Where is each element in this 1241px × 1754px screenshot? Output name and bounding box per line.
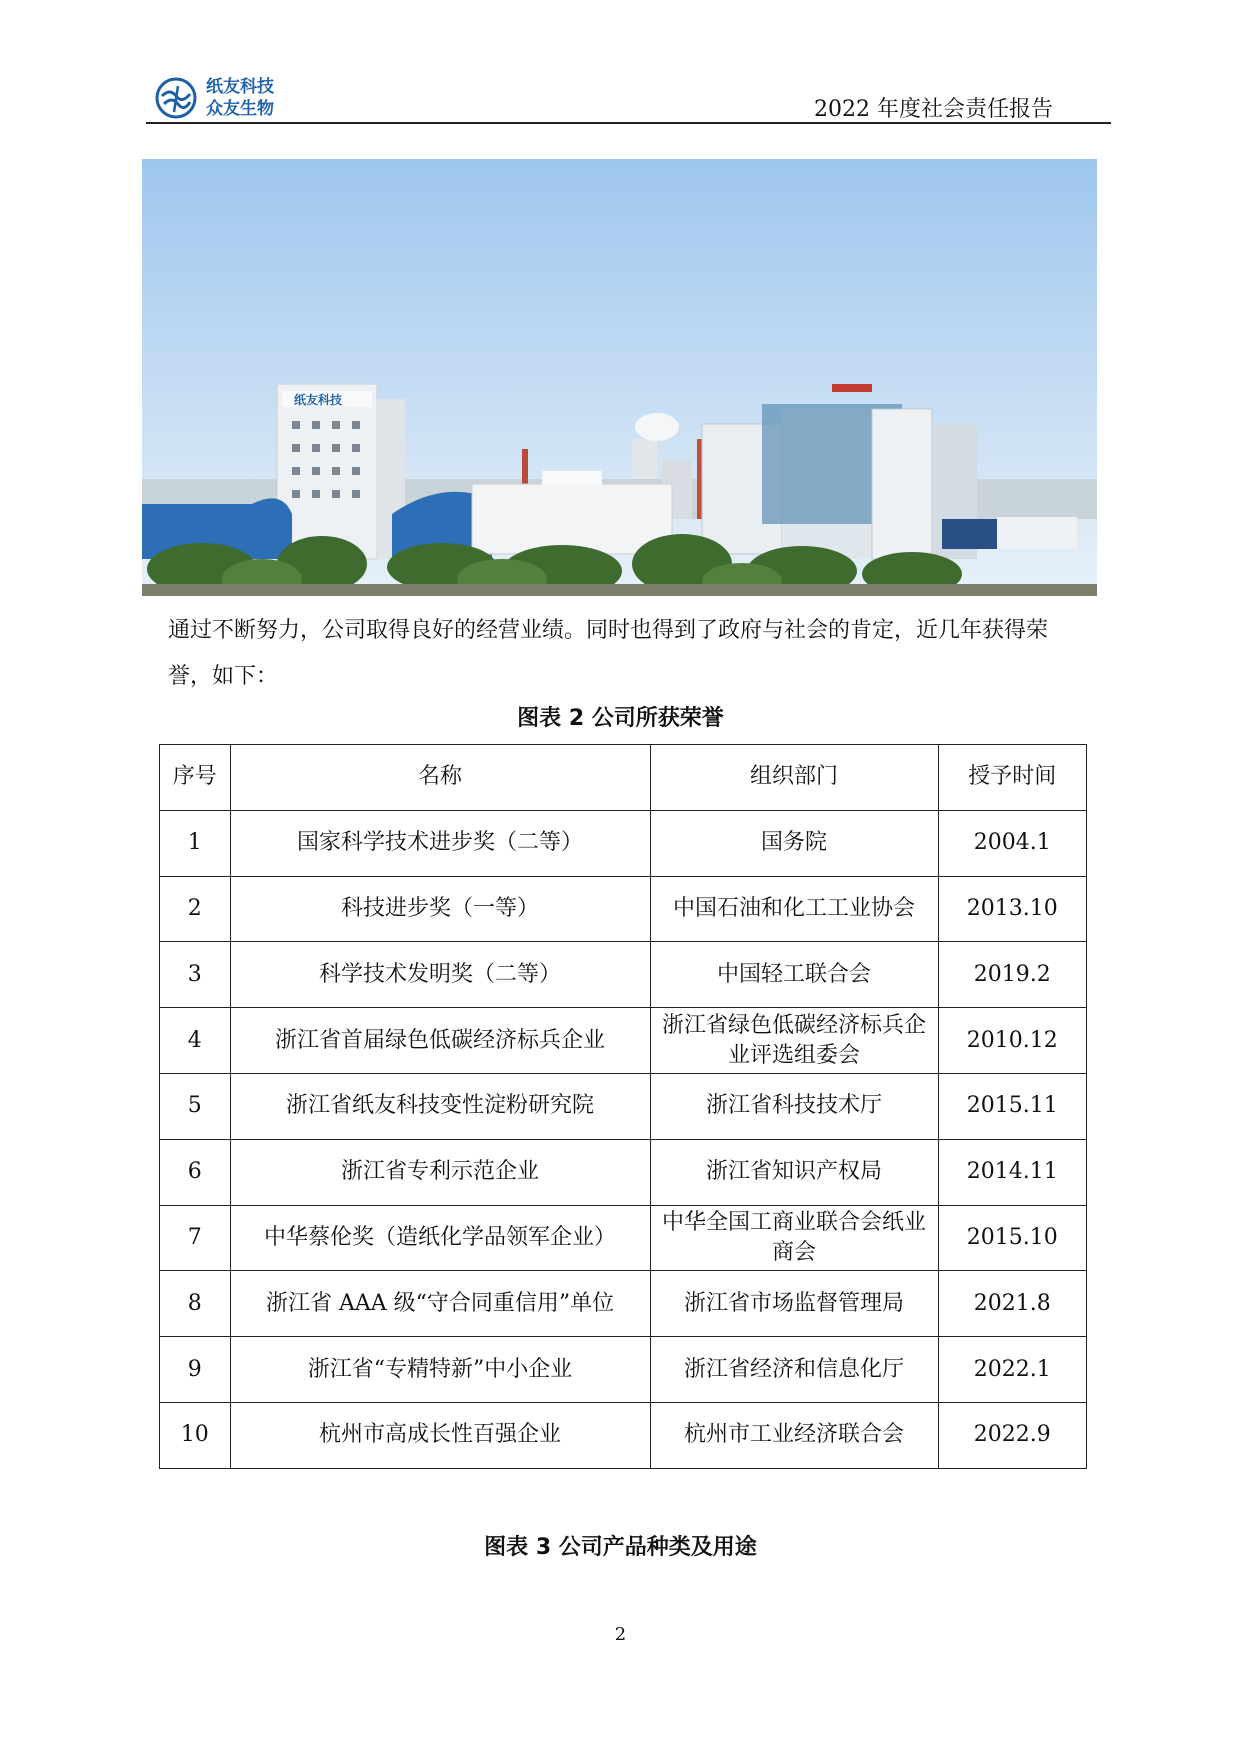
cell-no: 8	[160, 1271, 231, 1337]
cell-name: 浙江省 AAA 级“守合同重信用”单位	[230, 1271, 650, 1337]
cell-org: 浙江省市场监督管理局	[650, 1271, 938, 1337]
cell-no: 3	[160, 942, 231, 1008]
table-row	[160, 1073, 1087, 1139]
cell-no: 9	[160, 1337, 231, 1403]
table-row	[160, 876, 1087, 942]
cell-no: 6	[160, 1139, 231, 1205]
header-cell-name: 名称	[230, 745, 650, 811]
cell-org: 中华全国工商业联合会纸业商会	[650, 1205, 938, 1271]
cell-date: 2004.1	[938, 810, 1086, 876]
table-row	[160, 942, 1087, 1008]
building-sign: 纸友科技	[294, 393, 343, 407]
cell-name: 浙江省纸友科技变性淀粉研究院	[230, 1073, 650, 1139]
cell-name: 浙江省首届绿色低碳经济标兵企业	[230, 1008, 650, 1074]
cell-date: 2022.1	[938, 1337, 1086, 1403]
cell-no: 1	[160, 810, 231, 876]
company-logo	[154, 74, 294, 124]
cell-org: 中国轻工联合会	[650, 942, 938, 1008]
body-paragraph-text: 通过不断努力，公司取得良好的经营业绩。同时也得到了政府与社会的肯定，近几年获得荣誉，如下：	[168, 618, 1049, 689]
cell-name: 科学技术发明奖（二等）	[230, 942, 650, 1008]
cell-org: 中国石油和化工工业协会	[650, 876, 938, 942]
logo-emblem-icon	[154, 76, 198, 120]
cell-no: 5	[160, 1073, 231, 1139]
cell-name: 浙江省专利示范企业	[230, 1139, 650, 1205]
company-campus-photo	[142, 159, 1097, 596]
cell-date: 2015.11	[938, 1073, 1086, 1139]
cell-date: 2014.11	[938, 1139, 1086, 1205]
logo-line-1: 纸友科技	[206, 77, 274, 97]
cell-date: 2021.8	[938, 1271, 1086, 1337]
cell-date: 2010.12	[938, 1008, 1086, 1074]
cell-org: 浙江省知识产权局	[650, 1139, 938, 1205]
table-row	[160, 1271, 1087, 1337]
cell-name: 中华蔡伦奖（造纸化学品领军企业）	[230, 1205, 650, 1271]
header-divider	[146, 122, 1111, 124]
report-title: 2022 年度社会责任报告	[814, 97, 1053, 122]
table3-caption: 图表 3 公司产品种类及用途	[484, 1535, 757, 1560]
honors-table	[159, 744, 1087, 1469]
cell-org: 杭州市工业经济联合会	[650, 1402, 938, 1468]
table-row	[160, 1205, 1087, 1271]
cell-name: 科技进步奖（一等）	[230, 876, 650, 942]
cell-org: 浙江省科技技术厅	[650, 1073, 938, 1139]
cell-date: 2013.10	[938, 876, 1086, 942]
table-row	[160, 1008, 1087, 1074]
header-cell-date: 授予时间	[938, 745, 1086, 811]
logo-text	[206, 76, 306, 120]
page-header	[146, 66, 1111, 122]
cell-no: 2	[160, 876, 231, 942]
table-row	[160, 1402, 1087, 1468]
cell-date: 2015.10	[938, 1205, 1086, 1271]
table-row	[160, 1337, 1087, 1403]
cell-org: 浙江省绿色低碳经济标兵企业评选组委会	[650, 1008, 938, 1074]
header-cell-org: 组织部门	[650, 745, 938, 811]
table-row	[160, 810, 1087, 876]
cell-org: 国务院	[650, 810, 938, 876]
table2-caption: 图表 2 公司所获荣誉	[517, 706, 724, 731]
cell-date: 2022.9	[938, 1402, 1086, 1468]
table-row	[160, 1139, 1087, 1205]
cell-no: 7	[160, 1205, 231, 1271]
table-header-row	[160, 745, 1087, 811]
cell-date: 2019.2	[938, 942, 1086, 1008]
header-cell-no: 序号	[160, 745, 231, 811]
cell-org: 浙江省经济和信息化厅	[650, 1337, 938, 1403]
body-paragraph	[146, 608, 1086, 700]
cell-name: 国家科学技术进步奖（二等）	[230, 810, 650, 876]
page-number: 2	[614, 1624, 627, 1645]
cell-no: 10	[160, 1402, 231, 1468]
cell-no: 4	[160, 1008, 231, 1074]
logo-line-2: 众友生物	[206, 99, 274, 119]
cell-name: 杭州市高成长性百强企业	[230, 1402, 650, 1468]
cell-name: 浙江省“专精特新”中小企业	[230, 1337, 650, 1403]
